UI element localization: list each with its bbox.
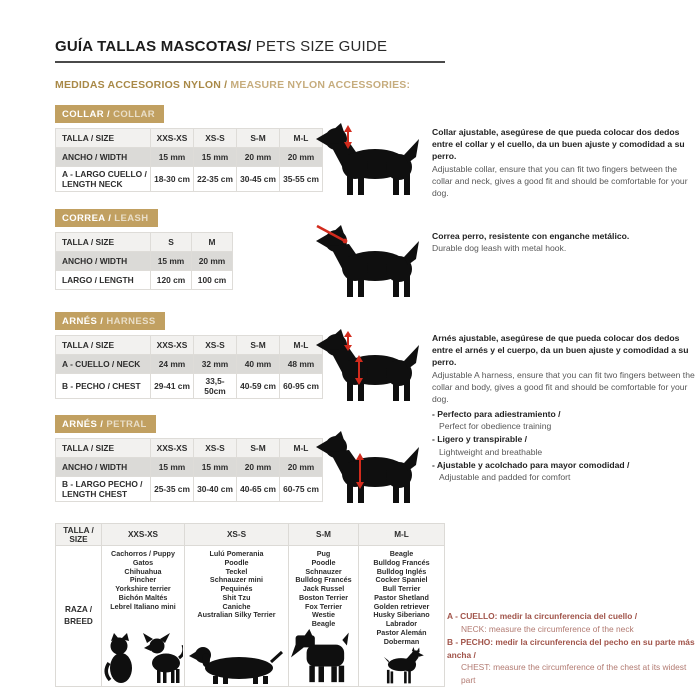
breed-item: Boston Terrier [299, 592, 348, 602]
page-subtitle-es: MEDIDAS ACCESORIOS NYLON / [55, 79, 228, 91]
col-header: S-M [289, 524, 359, 546]
collar-badge-en: COLLAR [113, 109, 156, 120]
page-subtitle-en: MEASURE NYLON ACCESSORIES: [227, 79, 411, 91]
harness-description [432, 332, 696, 405]
page-subtitle [55, 79, 410, 91]
col-header: XXS-XS [151, 336, 194, 355]
breed-cell-xs-s [185, 546, 289, 687]
size-value: 33,5-50cm [194, 374, 237, 399]
breed-item: Husky Siberiano [373, 610, 430, 620]
table-row [56, 167, 323, 192]
breed-item: Westie [311, 610, 336, 620]
petral-bullet-es: - Perfecto para adiestramiento / [432, 409, 561, 419]
breed-item: Pastor Shetland [374, 592, 429, 602]
col-header: XXS-XS [102, 524, 185, 546]
table-row [56, 374, 323, 399]
table-row [56, 355, 323, 374]
size-value: 15 mm [194, 148, 237, 167]
breed-item: Beagle [311, 619, 336, 629]
harness-section-badge [55, 312, 165, 330]
leash-size-table [55, 232, 233, 290]
petral-badge-en: PETRAL [106, 419, 147, 430]
col-header: TALLA / SIZE [56, 336, 151, 355]
breeds-body-row [56, 546, 445, 687]
dog-silhouette [316, 225, 419, 297]
col-header: TALLA / SIZE [56, 524, 102, 546]
table-row [56, 148, 323, 167]
row-label: ANCHO / WIDTH [56, 252, 151, 271]
breed-cell-xxs-xs [102, 546, 185, 687]
petral-bullet-en: Adjustable and padded for comfort [439, 472, 571, 483]
breed-item: Lulú Pomerania [209, 549, 264, 558]
collar-badge-es: COLLAR / [62, 109, 111, 120]
row-label: B - LARGO PECHO / LENGTH CHEST [56, 477, 151, 502]
breed-item: Shit Tzu [222, 592, 251, 602]
petral-size-table [55, 438, 323, 502]
breed-item: Doberman [383, 636, 420, 646]
note-neck-en: NECK: measure the circumference of the neck [461, 623, 634, 634]
leash-dog-illustration [315, 224, 421, 299]
size-value: 22-35 cm [194, 167, 237, 192]
breed-list-m-l [373, 550, 429, 647]
col-header: S-M [237, 439, 280, 458]
harness-badge-en: HARNESS [106, 316, 156, 327]
col-header: TALLA / SIZE [56, 439, 151, 458]
note-chest-es: B - PECHO: medir la circunferencia del pecho en su parte más ancha / [447, 637, 695, 660]
breed-item: Bulldog Francés [373, 557, 430, 567]
col-header: S-M [237, 336, 280, 355]
breed-item: Pincher [129, 575, 157, 585]
table-header-row [56, 336, 323, 355]
table-header-row [56, 233, 233, 252]
breed-item: Bichón Maltés [118, 592, 168, 602]
page-title-es: GUÍA TALLAS MASCOTAS/ [55, 38, 252, 55]
note-neck-es: A - CUELLO: medir la circunferencia del cuello / [447, 611, 638, 621]
leash-section-badge [55, 209, 158, 227]
size-value: 40 mm [237, 355, 280, 374]
page-title [55, 38, 445, 63]
table-row [56, 252, 233, 271]
breed-list-xs-s [197, 550, 275, 620]
row-label: B - PECHO / CHEST [56, 374, 151, 399]
breed-item: Jack Russel [302, 584, 345, 594]
col-header: XS-S [185, 524, 289, 546]
col-header: M-L [280, 336, 323, 355]
size-value: 29-41 cm [151, 374, 194, 399]
size-value: 60-95 cm [280, 374, 323, 399]
size-value: 20 mm [237, 148, 280, 167]
breed-item: Labrador [385, 619, 418, 629]
harness-desc-en: Adjustable A harness, ensure that you can fit two fingers between the collar and body, gives a good fit and should be comfortable for your dog. [432, 369, 695, 405]
breeds-table [55, 523, 445, 687]
size-value: 15 mm [194, 458, 237, 477]
row-label: ANCHO / WIDTH [56, 458, 151, 477]
breed-list-xxs-xs [110, 550, 176, 611]
collar-description [432, 126, 696, 199]
breed-item: Pastor Alemán [376, 628, 427, 638]
table-header-row [56, 129, 323, 148]
size-value: 20 mm [192, 252, 233, 271]
breed-item: Schnauzer [305, 566, 342, 576]
petral-bullet-en: Lightweight and breathable [439, 446, 543, 457]
leash-description [432, 230, 696, 254]
col-header: XS-S [194, 336, 237, 355]
dachshund-silhouette [189, 642, 284, 684]
measuring-notes [447, 610, 699, 688]
col-header: XXS-XS [151, 439, 194, 458]
collar-desc-es: Collar ajustable, asegúrese de que pueda colocar dos dedos entre el collar y el cuello, da un buen ajuste y comodidad a su perro. [432, 127, 685, 162]
doberman-silhouette [361, 647, 443, 684]
col-header: TALLA / SIZE [56, 129, 151, 148]
raza-label-es: RAZA / [65, 604, 92, 614]
table-row [56, 458, 323, 477]
breed-cell-m-l [359, 546, 445, 687]
size-value: 15 mm [151, 458, 194, 477]
breed-item: Caniche [222, 601, 251, 611]
harness-size-table [55, 335, 323, 399]
petral-section-badge [55, 415, 156, 433]
row-label: A - CUELLO / NECK [56, 355, 151, 374]
breed-item: Bull Terrier [382, 584, 421, 594]
col-header: TALLA / SIZE [56, 233, 151, 252]
size-value: 100 cm [192, 271, 233, 290]
harness-dog-illustration [315, 328, 421, 403]
col-header: XS-S [194, 129, 237, 148]
petral-dog-illustration [315, 430, 421, 505]
col-header: XXS-XS [151, 129, 194, 148]
row-label: LARGO / LENGTH [56, 271, 151, 290]
breed-item: Bulldog Inglés [376, 566, 427, 576]
collar-desc-en: Adjustable collar, ensure that you can fit two fingers between the collar and neck, gives a good fit and should be comfortable for your dog. [432, 163, 688, 199]
breed-item: Pequinés [220, 584, 253, 594]
breed-item: Australian Silky Terrier [197, 610, 276, 620]
breed-item: Teckel [225, 566, 248, 576]
table-header-row [56, 439, 323, 458]
size-value: 30-45 cm [237, 167, 280, 192]
col-header: M-L [280, 439, 323, 458]
size-value: 60-75 cm [280, 477, 323, 502]
breed-item: Schnauzer mini [209, 575, 264, 585]
dog-silhouette [316, 431, 419, 503]
size-value: 20 mm [280, 458, 323, 477]
col-header: M-L [280, 129, 323, 148]
breed-item: Bulldog Francés [295, 575, 352, 585]
col-header: S [151, 233, 192, 252]
size-value: 30-40 cm [194, 477, 237, 502]
breed-item: Poodle [311, 557, 336, 567]
breed-item: Gatos [132, 557, 154, 567]
size-value: 18-30 cm [151, 167, 194, 192]
breed-item: Chihuahua [124, 566, 162, 576]
size-value: 15 mm [151, 148, 194, 167]
breed-item: Golden retriever [373, 601, 430, 611]
collar-size-table [55, 128, 323, 192]
petral-feature-list [432, 408, 698, 484]
size-value: 40-59 cm [237, 374, 280, 399]
harness-badge-es: ARNÉS / [62, 316, 104, 327]
size-value: 32 mm [194, 355, 237, 374]
collar-dog-illustration [315, 122, 421, 197]
leash-badge-es: CORREA / [62, 213, 112, 224]
size-value: 24 mm [151, 355, 194, 374]
size-value: 35-55 cm [280, 167, 323, 192]
breed-item: Fox Terrier [304, 601, 342, 611]
raza-breed-label [56, 546, 102, 687]
col-header: M-L [359, 524, 445, 546]
petral-bullet-es: - Ajustable y acolchado para mayor comodidad / [432, 459, 630, 470]
schnauzer-silhouette [291, 629, 357, 684]
raza-label-en: BREED [64, 617, 93, 626]
collar-section-badge [55, 105, 164, 123]
breed-item: Pug [316, 549, 331, 558]
page-title-en: PETS SIZE GUIDE [251, 38, 388, 55]
row-label: ANCHO / WIDTH [56, 148, 151, 167]
note-chest-en: CHEST: measure the circumference of the chest at its widest part [461, 662, 687, 686]
size-value: 15 mm [151, 252, 192, 271]
cat-and-chihuahua-silhouette [103, 632, 183, 684]
leash-desc-es: Correa perro, resistente con enganche metálico. [432, 231, 630, 241]
harness-desc-es: Arnés ajustable, asegúrese de que pueda colocar dos dedos entre el arnés y el cuerpo, da un buen ajuste y comodidad a su perro. [432, 333, 689, 368]
dog-silhouette [316, 329, 419, 401]
col-header: M [192, 233, 233, 252]
size-value: 120 cm [151, 271, 192, 290]
breed-item: Cachorros / Puppy [111, 549, 175, 558]
breed-item: Yorkshire terrier [115, 584, 171, 594]
breed-item: Lebrel Italiano mini [110, 601, 176, 611]
size-value: 40-65 cm [237, 477, 280, 502]
petral-bullet-es: - Ligero y transpirable / [432, 434, 528, 445]
col-header: S-M [237, 129, 280, 148]
size-value: 20 mm [280, 148, 323, 167]
breed-cell-s-m [289, 546, 359, 687]
petral-bullet-en: Perfect for obedience training [439, 421, 552, 432]
leash-desc-en: Durable dog leash with metal hook. [432, 243, 567, 254]
col-header: XS-S [194, 439, 237, 458]
dog-silhouette [316, 123, 419, 195]
petral-badge-es: ARNÉS / [62, 419, 104, 430]
size-value: 48 mm [280, 355, 323, 374]
breed-item: Poodle [224, 557, 249, 567]
breed-item: Cocker Spaniel [375, 575, 428, 585]
size-value: 20 mm [237, 458, 280, 477]
table-header-row [56, 524, 445, 546]
breed-item: Beagle [389, 549, 414, 558]
leash-badge-en: LEASH [114, 213, 149, 224]
table-row [56, 271, 233, 290]
table-row [56, 477, 323, 502]
size-value: 25-35 cm [151, 477, 194, 502]
row-label: A - LARGO CUELLO / LENGTH NECK [56, 167, 151, 192]
breed-list-s-m [295, 550, 351, 629]
